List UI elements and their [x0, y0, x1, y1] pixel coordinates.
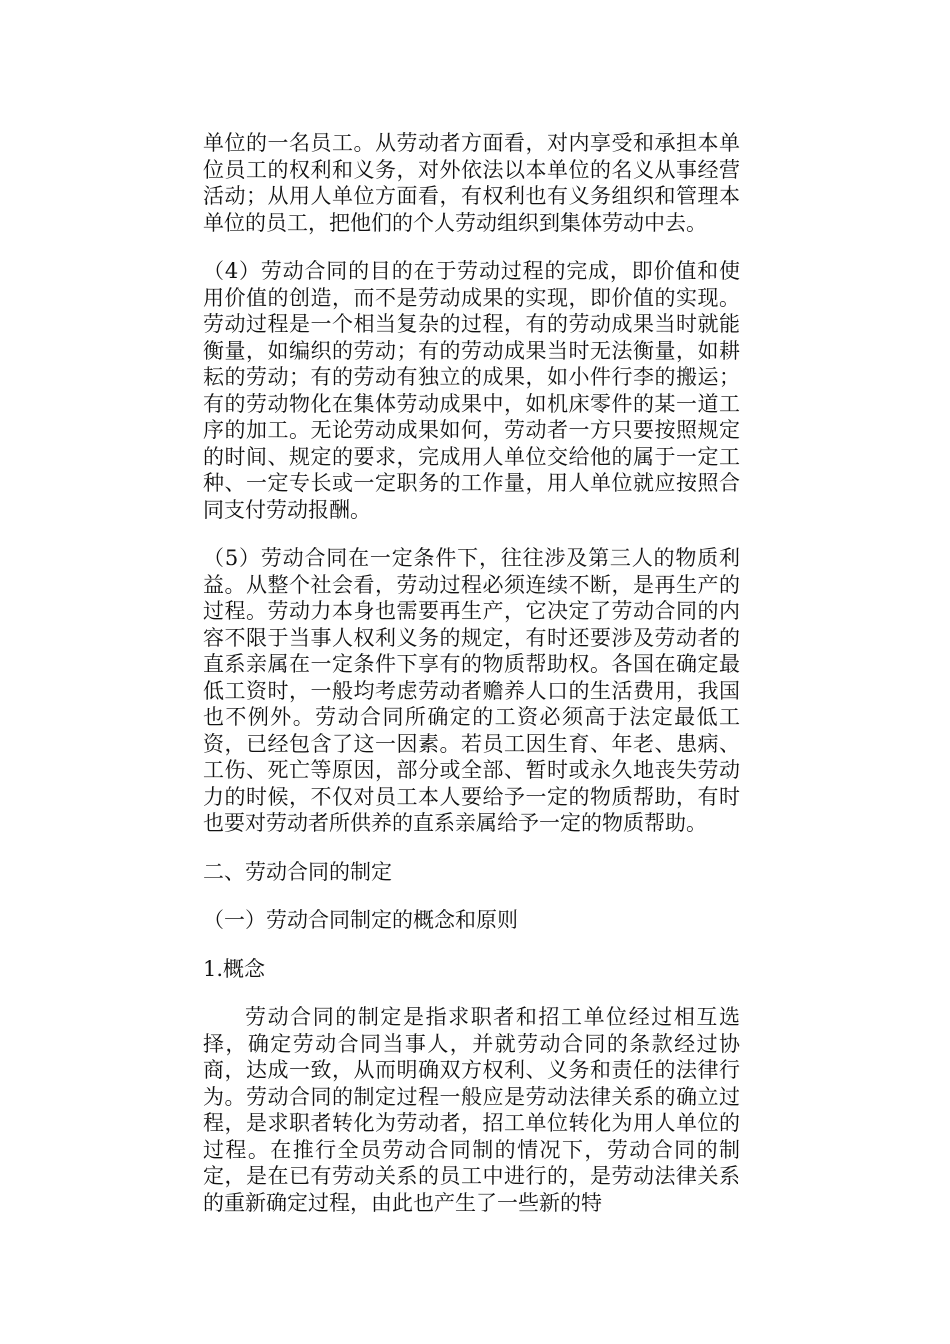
paragraph-labor-process: （4）劳动合同的目的在于劳动过程的完成，即价值和使用价值的创造，而不是劳动成果的实现，即价值的实现。劳动过程是一个相当复杂的过程，有的劳动成果当时就能衡量，如编织的劳动；有的劳动成果当时无法衡量，如耕耘的劳动；有的劳动有独立的成果，如小件行李的搬运；有的劳动物化在集体劳动成果中，如机床零件的某一道工序的加工。无论劳动成果如何，劳动者一方只要按照规定的时间、规定的要求，完成用人单位交给他的属于一定工种、一定专长或一定职务的工作量，用人单位就应按照合同支付劳动报酬。: [203, 259, 740, 522]
paragraph-third-party-interests: （5）劳动合同在一定条件下，往往涉及第三人的物质利益。从整个社会看，劳动过程必须连续不断，是再生产的过程。劳动力本身也需要再生产，它决定了劳动合同的内容不限于当事人权利义务的规定，有时还要涉及劳动者的直系亲属在一定条件下享有的物质帮助权。各国在确定最低工资时，一般均考虑劳动者赡养人口的生活费用，我国也不例外。劳动合同所确定的工资必须高于法定最低工资，已经包含了这一因素。若员工因生育、年老、患病、工伤、死亡等原因，部分或全部、暂时或永久地丧失劳动力的时候，不仅对员工本人要给予一定的物质帮助，有时也要对劳动者所供养的直系亲属给予一定的物质帮助。: [203, 546, 740, 835]
paragraph-concept: 劳动合同的制定是指求职者和招工单位经过相互选择，确定劳动合同当事人，并就劳动合同的条款经过协商，达成一致，从而明确双方权利、义务和责任的法律行为。劳动合同的制定过程一般应是劳动法律关系的确立过程，是求职者转化为劳动者，招工单位转化为用人单位的过程。在推行全员劳动合同制的情况下，劳动合同的制定，是在已有劳动关系的员工中进行的，是劳动法律关系的重新确定过程，由此也产生了一些新的特: [203, 1005, 740, 1215]
item-heading: 1.概念: [203, 956, 266, 981]
document-body: [203, 130, 740, 1238]
subsection-heading: （一）劳动合同制定的概念和原则: [203, 908, 518, 932]
paragraph-employee-relationship: 单位的一名员工。从劳动者方面看，对内享受和承担本单位员工的权利和义务，对外依法以本单位的名义从事经营活动；从用人单位方面看，有权利也有义务组织和管理本单位的员工，把他们的个人劳动组织到集体劳动中去。: [203, 131, 740, 235]
section-heading: 二、劳动合同的制定: [203, 859, 392, 884]
